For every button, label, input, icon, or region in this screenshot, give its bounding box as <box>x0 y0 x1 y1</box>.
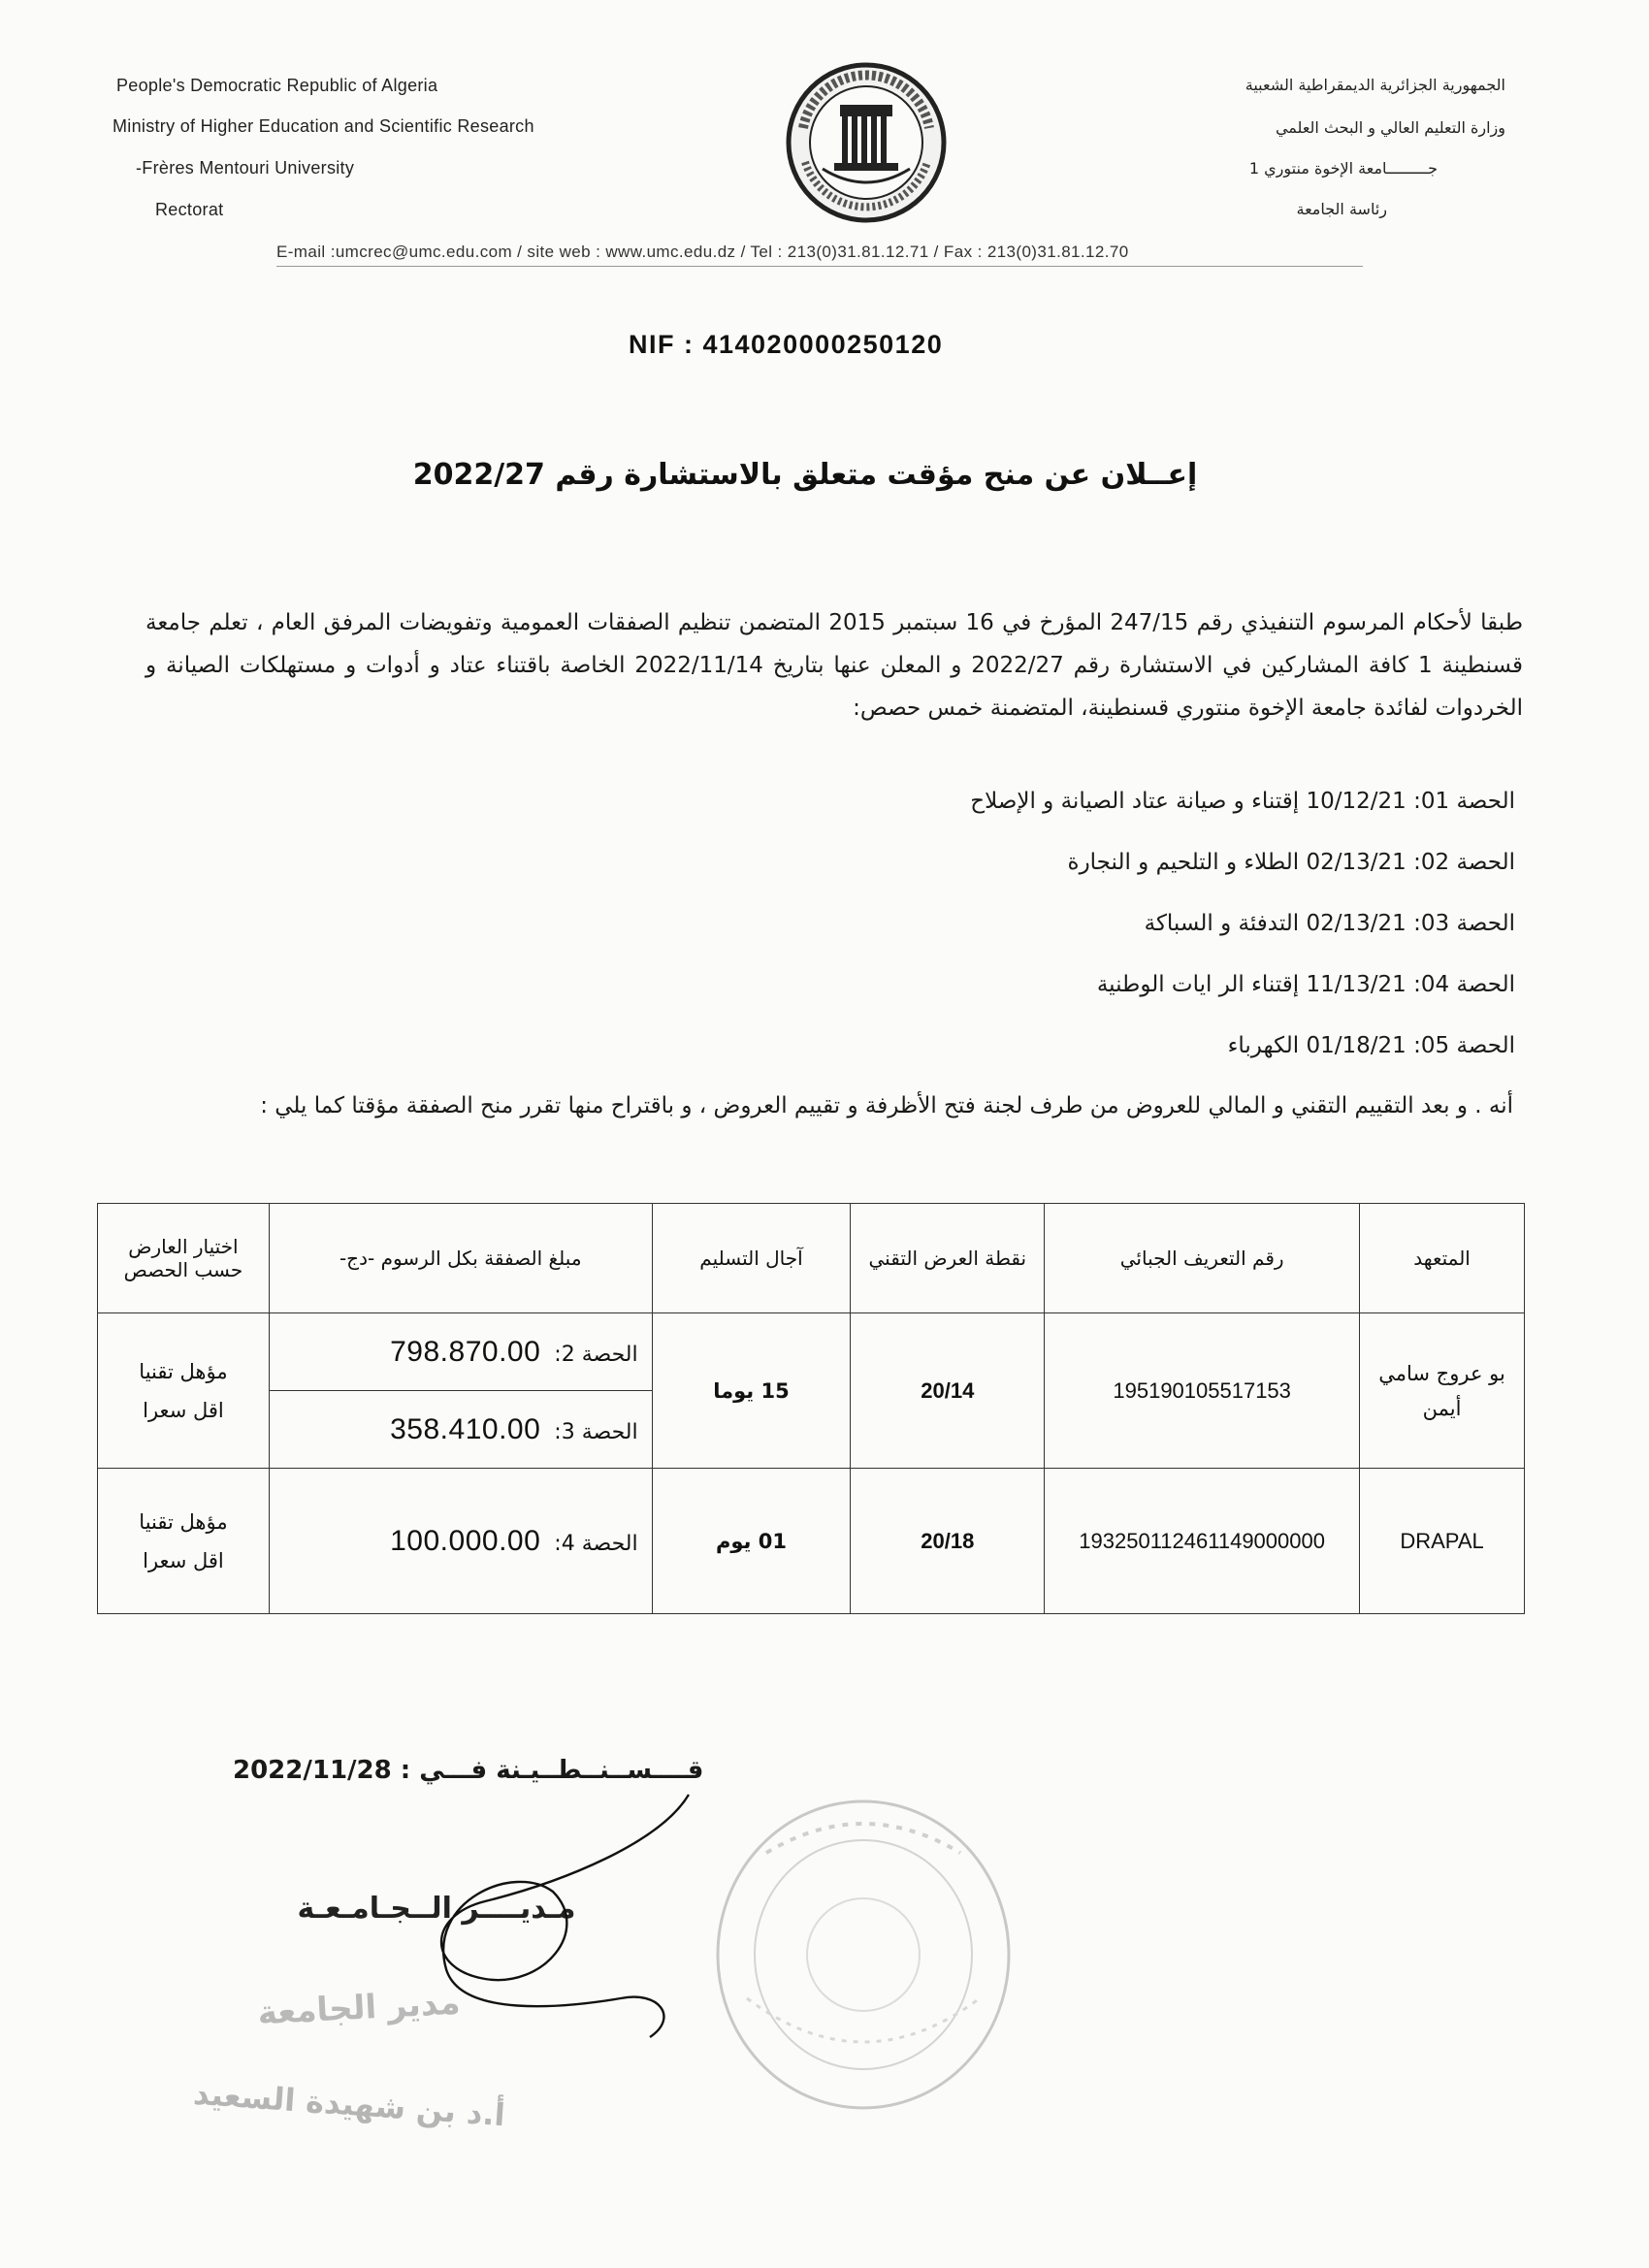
header-amount: مبلغ الصفقة بكل الرسوم -دج- <box>269 1204 652 1313</box>
tax-id-cell: 193250112461149000000 <box>1045 1469 1360 1614</box>
lot-item-4: الحصة 04: 11/13/21 إقتناء الر ايات الوطنية <box>1096 972 1515 997</box>
header-en-line-2: Ministry of Higher Education and Scientific Research <box>113 116 534 136</box>
lot-item-1: الحصة 01: 10/12/21 إقتناء و صيانة عتاد الصيانة و الإصلاح <box>970 789 1515 814</box>
university-logo <box>784 60 949 225</box>
faded-director-stamp: مدير الجامعة <box>256 1983 462 2033</box>
contact-underline <box>276 266 1363 267</box>
lot-label: الحصة 4: <box>554 1531 638 1556</box>
official-stamp <box>708 1795 1018 2115</box>
header-ar-line-3: جـــــــــامعة الإخوة منتوري 1 <box>1248 159 1438 178</box>
tech-score-cell: 20/14 <box>851 1313 1045 1469</box>
tech-score-cell: 20/18 <box>851 1469 1045 1614</box>
lot-amount: 100.000.00 <box>390 1524 541 1557</box>
conclusion-paragraph: أنه . و بعد التقييم التقني و المالي للعروض من طرف لجنة فتح الأظرفة و تقييم العروض ، و باقتراح منها تقرر منح الصفقة مؤقتا كما يلي : <box>260 1093 1513 1118</box>
contact-line: E-mail :umcrec@umc.edu.com / site web : www.umc.edu.dz / Tel : 213(0)31.81.12.71 / Fax : 213(0)31.81.12.70 <box>276 243 1129 261</box>
choice-line-1: مؤهل تقنيا <box>139 1509 228 1534</box>
delivery-cell: 01 يوم <box>652 1469 851 1614</box>
header-tax-id: رقم التعريف الجبائي <box>1045 1204 1360 1313</box>
page-title: إعــلان عن منح مؤقت متعلق بالاستشارة رقم 2022/27 <box>412 458 1198 492</box>
lot-item-2: الحصة 02: 02/13/21 الطلاء و التلحيم و النجارة <box>1067 850 1515 875</box>
header-en-line-1: People's Democratic Republic of Algeria <box>116 76 438 95</box>
lot-amount: 358.410.00 <box>390 1412 541 1445</box>
header-ar-line-4: رئاسة الجامعة <box>1296 200 1387 218</box>
header-ar-line-1: الجمهورية الجزائرية الديمقراطية الشعبية <box>1245 76 1505 94</box>
nif-number: NIF : 414020000250120 <box>629 330 944 359</box>
signatory-title: مـديــــر الــجـامـعـة <box>297 1892 576 1926</box>
header-bidder: المتعهد <box>1360 1204 1525 1313</box>
place-date: قــــســنــطــيـنة فـــي : 2022/11/28 <box>233 1756 704 1785</box>
header-tech-score: نقطة العرض التقني <box>851 1204 1045 1313</box>
lot-amount: 798.870.00 <box>390 1335 541 1368</box>
header-en-line-4: Rectorat <box>155 200 224 219</box>
header-ar-line-2: وزارة التعليم العالي و البحث العلمي <box>1275 118 1505 137</box>
lot-label: الحصة 2: <box>554 1342 638 1367</box>
choice-line-2: اقل سعرا <box>143 1398 224 1422</box>
amount-cell <box>269 1469 652 1614</box>
choice-cell <box>98 1313 270 1469</box>
lot-item-5: الحصة 05: 01/18/21 الكهرباء <box>1227 1033 1515 1058</box>
table-row <box>98 1313 1525 1391</box>
table-row <box>98 1469 1525 1614</box>
lot-label: الحصة 3: <box>554 1419 638 1444</box>
faded-name-stamp: أ.د بن شهيدة السعيد <box>192 2074 506 2134</box>
header-en-line-3: -Frères Mentouri University <box>136 158 355 178</box>
table-header-row <box>98 1204 1525 1313</box>
choice-line-1: مؤهل تقنيا <box>139 1359 228 1383</box>
lots-list <box>582 782 1515 1065</box>
delivery-cell: 15 يوما <box>652 1313 851 1469</box>
amount-cell <box>269 1391 652 1469</box>
amount-cell <box>269 1313 652 1391</box>
bidder-cell: بو عروج سامي أيمن <box>1360 1313 1525 1469</box>
header-choice: اختيار العارض حسب الحصص <box>98 1204 270 1313</box>
lot-item-3: الحصة 03: 02/13/21 التدفئة و السباكة <box>1144 911 1515 936</box>
header-delivery: آجال التسليم <box>652 1204 851 1313</box>
tax-id-cell: 195190105517153 <box>1045 1313 1360 1469</box>
intro-paragraph: طبقا لأحكام المرسوم التنفيذي رقم 247/15 المؤرخ في 16 سبتمبر 2015 المتضمن تنظيم الصفقات العمومية وتفويضات المرفق العام ، تعلم جامعة قسنطينة 1 كافة المشاركين في الاستشارة رقم 2022/27 و المعلن عنها بتاريخ 2022/11/14 الخاصة باقتناء عتاد و أدوات و مستهلكات الصيانة و الخردوات لفائدة جامعة الإخوة منتوري قسنطينة، المتضمنة خمس حصص: <box>146 610 1524 721</box>
choice-cell <box>98 1469 270 1614</box>
choice-line-2: اقل سعرا <box>143 1548 224 1572</box>
bidder-cell: DRAPAL <box>1360 1469 1525 1614</box>
award-table <box>97 1203 1525 1614</box>
